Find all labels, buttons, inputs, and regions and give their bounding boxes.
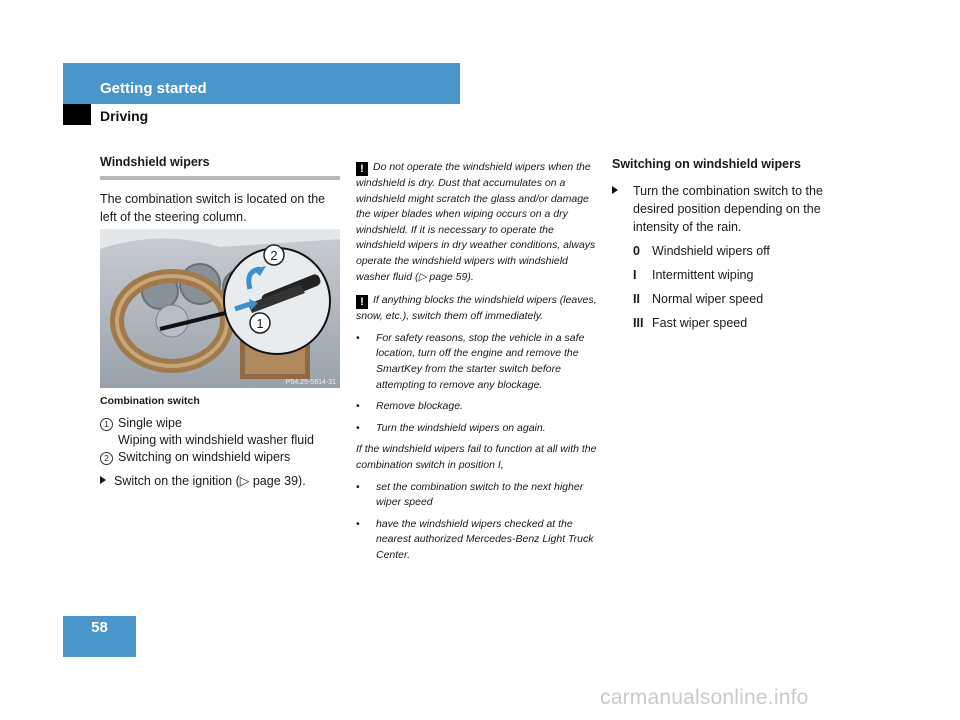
step-text: Turn the combination switch to the desired position depending on the intensity of the rain. [633, 184, 823, 234]
position-label: Fast wiper speed [652, 316, 748, 330]
list-item [356, 399, 598, 415]
warning-blockage [356, 293, 598, 325]
warning-icon: ! [356, 295, 368, 309]
warning-dry-operation [356, 160, 598, 285]
position-item [633, 266, 852, 284]
step-arrow-icon [100, 476, 106, 484]
page-number: 58 [91, 619, 108, 636]
right-column [612, 155, 852, 332]
wipers-heading: Windshield wipers [100, 155, 210, 169]
combination-switch-photo [100, 229, 340, 388]
callout-legend [100, 415, 340, 490]
warning-icon: ! [356, 162, 368, 176]
position-item [633, 290, 852, 308]
legend-text: Wiping with windshield washer fluid [118, 433, 314, 447]
position-label: Intermittent wiping [652, 268, 754, 282]
legend-item [100, 415, 340, 449]
position-key: II [633, 292, 640, 306]
photo-caption: Combination switch [100, 395, 200, 407]
position-item [633, 242, 852, 260]
legend-text: Single wipe [118, 416, 182, 430]
intro-text: The combination switch is located on the left of the steering column. [100, 192, 326, 224]
position-key: 0 [633, 244, 640, 258]
bullet-icon: • [356, 400, 360, 413]
list-item [356, 421, 598, 437]
step-text: Switch on the ignition (▷ page 39). [114, 474, 306, 488]
switching-heading: Switching on windshield wipers [612, 157, 801, 171]
legend-number-2: 2 [100, 452, 113, 465]
list-item [356, 517, 598, 564]
heading-rule [100, 176, 340, 180]
position-key: I [633, 268, 637, 282]
warnings-column [356, 160, 598, 569]
combination-switch-illustration [100, 229, 340, 388]
position-item [633, 314, 852, 332]
legend-item [100, 449, 340, 466]
watermark: carmanualsonline.info [600, 686, 809, 709]
bullet-icon: • [356, 421, 360, 434]
list-item [356, 480, 598, 511]
bullet-icon: • [356, 331, 360, 344]
ignition-step [100, 473, 340, 490]
legend-text: Switching on windshield wipers [118, 450, 291, 464]
bullet-text: set the combination switch to the next higher wiper speed [376, 480, 584, 509]
warning-text: If anything blocks the windshield wipers (leaves, snow, etc.), switch them off immediately. [356, 294, 597, 323]
bullet-text: For safety reasons, stop the vehicle in a safe location, turn off the engine and remove the SmartKey from the starter switch before attempting to remove any blockage. [376, 331, 585, 391]
instruction-step [612, 182, 852, 236]
callout-2-label: 2 [270, 248, 278, 263]
header-marker [63, 104, 91, 125]
section-title: Getting started [100, 80, 207, 97]
step-arrow-icon [612, 186, 618, 194]
bullet-icon: • [356, 517, 360, 530]
bullet-icon: • [356, 480, 360, 493]
image-code: P54.25-5814-31 [285, 379, 336, 386]
callout-1-label: 1 [256, 316, 264, 331]
left-column [100, 155, 340, 226]
position-label: Normal wiper speed [652, 292, 764, 306]
legend-number-1: 1 [100, 418, 113, 431]
list-item [356, 331, 598, 393]
warning-text: Do not operate the windshield wipers when the windshield is dry. Dust that accumulates on a windshield might scratch the glass and/or damage the wiper blades when wiping occurs on a dry windshield. If it is necessary to operate the windshield wipers in dry weather conditions, always operate the windshield wipers with windshield washer fluid (▷ page 59). [356, 161, 596, 283]
failure-text: If the windshield wipers fail to function at all with the combination switch in position I, [356, 443, 597, 471]
position-label: Windshield wipers off [652, 244, 770, 258]
bullet-text: have the windshield wipers checked at the nearest authorized Mercedes-Benz Light Truck Center. [376, 517, 594, 561]
bullet-text: Remove blockage. [376, 400, 463, 413]
bullet-text: Turn the windshield wipers on again. [376, 421, 546, 434]
position-key: III [633, 316, 644, 330]
section-subtitle: Driving [100, 108, 149, 124]
